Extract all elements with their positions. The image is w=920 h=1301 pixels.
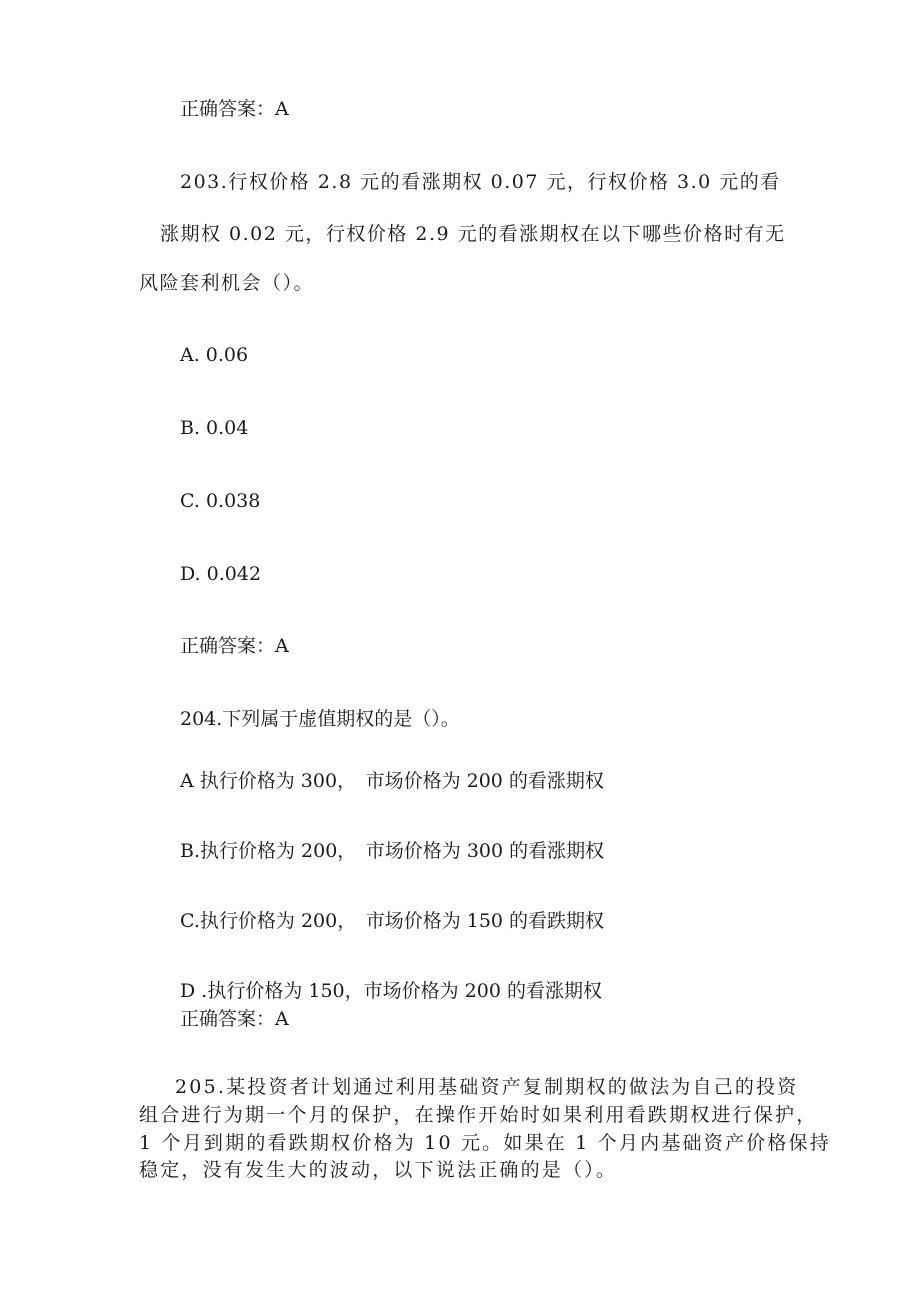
q203-option-d: D. 0.042 (180, 563, 262, 585)
q204-option-a: A 执行价格为 300， 市场价格为 200 的看涨期权 (180, 770, 604, 792)
q205-stem-line-4: 稳定，没有发生大的波动，以下说法正确的是（）。 (139, 1159, 618, 1181)
q204-answer: 正确答案：A (180, 1008, 289, 1030)
q203-option-c: C. 0.038 (180, 490, 261, 512)
q203-stem-line-1: 203.行权价格 2.8 元的看涨期权 0.07 元，行权价格 3.0 元的看 (180, 171, 781, 193)
q205-stem-line-3: 1 个月到期的看跌期权价格为 10 元。如果在 1 个月内基础资产价格保持 (139, 1132, 831, 1154)
q204-stem: 204.下列属于虚值期权的是（）。 (180, 708, 460, 730)
q205-stem-line-2: 组合进行为期一个月的保护，在操作开始时如果利用看跌期权进行保护， (139, 1104, 818, 1126)
q203-option-b: B. 0.04 (180, 417, 249, 439)
q204-option-b: B.执行价格为 200， 市场价格为 300 的看涨期权 (180, 840, 605, 862)
q203-stem-line-2: 涨期权 0.02 元，行权价格 2.9 元的看涨期权在以下哪些价格时有无 (160, 223, 786, 245)
q205-stem-line-1: 205.某投资者计划通过利用基础资产复制期权的做法为自己的投资 (175, 1076, 799, 1098)
q202-answer: 正确答案：A (180, 98, 289, 120)
q203-stem-line-3: 风险套利机会（）。 (139, 272, 315, 294)
q203-answer: 正确答案：A (180, 635, 289, 657)
q203-option-a: A. 0.06 (180, 344, 249, 366)
q204-option-c: C.执行价格为 200， 市场价格为 150 的看跌期权 (180, 910, 605, 932)
q204-option-d: D .执行价格为 150，市场价格为 200 的看涨期权 (180, 980, 602, 1002)
